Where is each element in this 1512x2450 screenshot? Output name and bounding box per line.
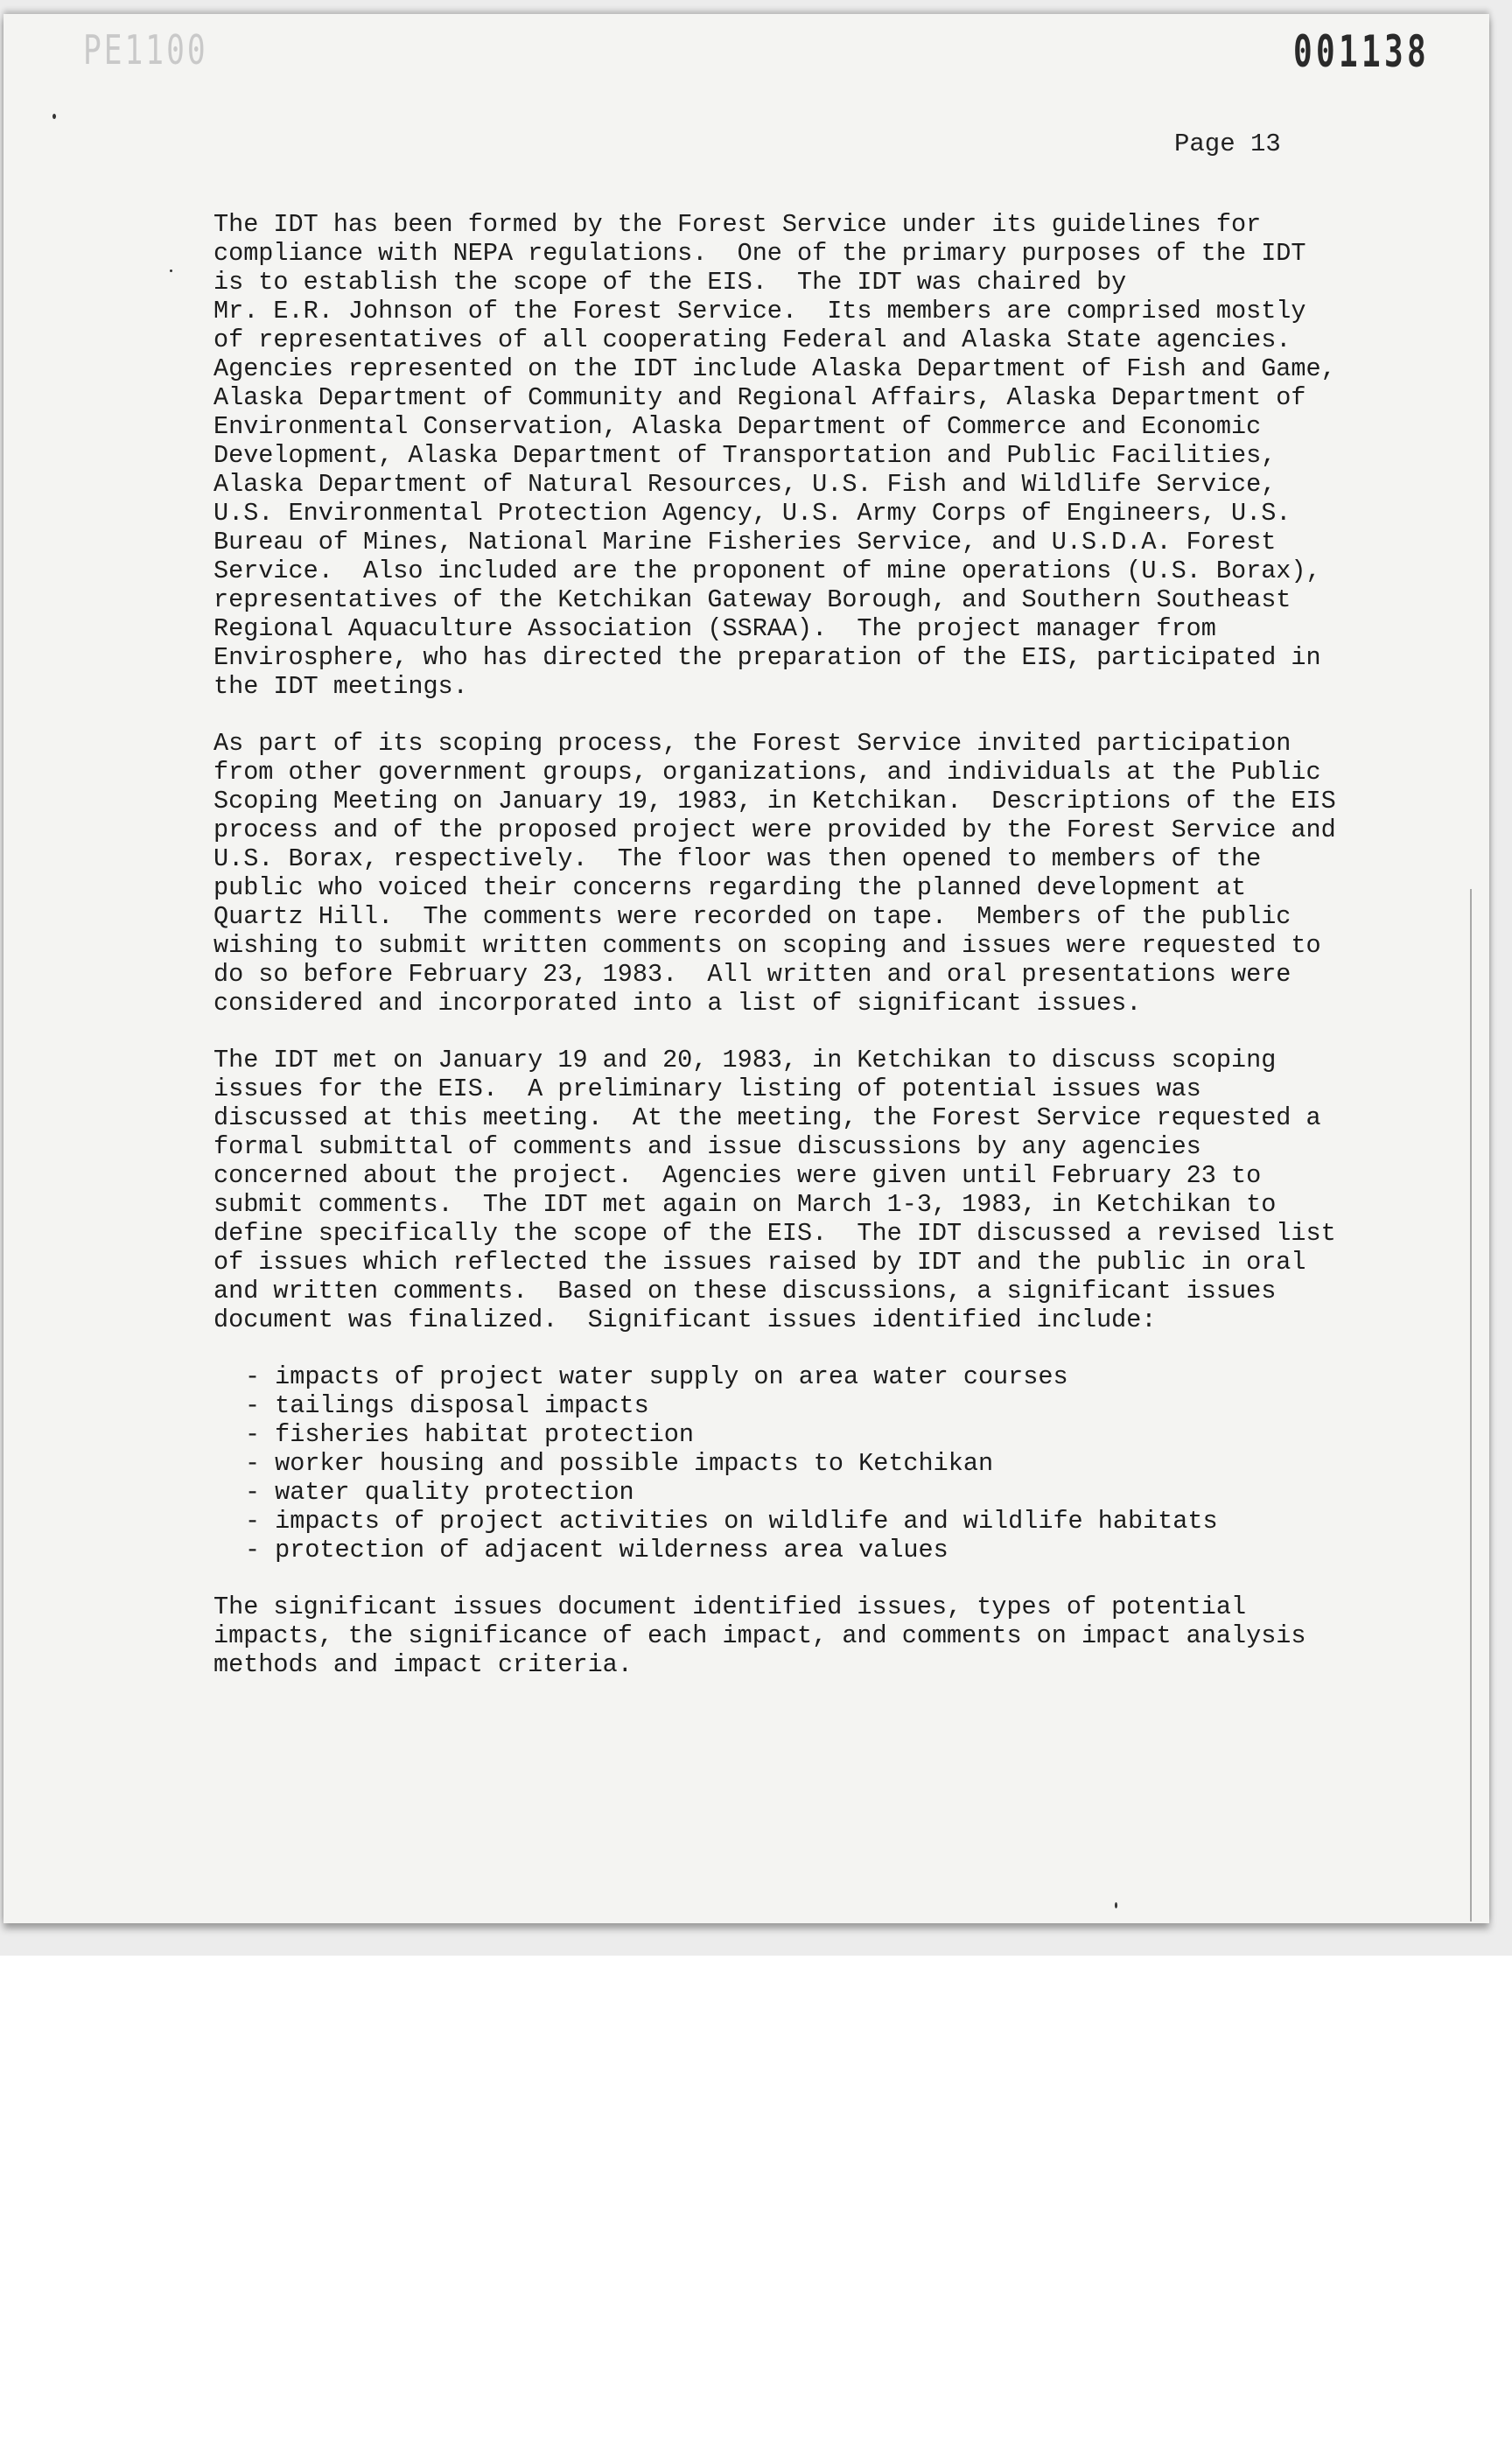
text-line: Envirosphere, who has directed the preparation of the EIS, participated in <box>214 643 1321 672</box>
paragraph-closing <box>214 1592 1438 1679</box>
text-line: issues for the EIS. A preliminary listing of potential issues was <box>214 1074 1201 1103</box>
text-line: define specifically the scope of the EIS. The IDT discussed a revised list <box>214 1219 1336 1248</box>
text-line: formal submittal of comments and issue discussions by any agencies <box>214 1132 1201 1161</box>
text-line: of issues which reflected the issues raised by IDT and the public in oral <box>214 1248 1306 1277</box>
text-line: discussed at this meeting. At the meeting, the Forest Service requested a <box>214 1103 1321 1132</box>
dash-bullet-icon: - <box>245 1420 261 1449</box>
text-line: document was finalized. Significant issues identified include: <box>214 1306 1157 1334</box>
text-line: Alaska Department of Natural Resources, U.S. Fish and Wildlife Service, <box>214 470 1277 499</box>
text-line: As part of its scoping process, the Forest Service invited participation <box>214 729 1292 758</box>
text-line: Mr. E.R. Johnson of the Forest Service. Its members are comprised mostly <box>214 297 1306 326</box>
text-line: considered and incorporated into a list of significant issues. <box>214 989 1142 1018</box>
dash-bullet-icon: - <box>245 1536 261 1564</box>
text-line: methods and impact criteria. <box>214 1650 633 1679</box>
text-line: impacts, the significance of each impact, and comments on impact analysis <box>214 1621 1306 1650</box>
issue-item <box>245 1449 1438 1478</box>
issue-text: protection of adjacent wilderness area values <box>275 1536 948 1564</box>
text-line: compliance with NEPA regulations. One of the primary purposes of the IDT <box>214 239 1306 268</box>
issue-text: impacts of project activities on wildlife and wildlife habitats <box>275 1507 1218 1536</box>
text-line: and written comments. Based on these discussions, a significant issues <box>214 1277 1277 1306</box>
issue-item <box>245 1391 1438 1420</box>
paragraph-idt-meetings <box>214 1046 1438 1334</box>
page-number: Page 13 <box>1174 130 1281 158</box>
dash-bullet-icon: - <box>245 1391 261 1420</box>
issue-item <box>245 1478 1438 1507</box>
scan-speck <box>52 114 56 119</box>
issue-item <box>245 1420 1438 1449</box>
bates-stamp-number: 001138 <box>1293 26 1430 77</box>
issue-text: fisheries habitat protection <box>275 1420 694 1449</box>
paragraph-scoping-process <box>214 729 1438 1018</box>
text-line: do so before February 23, 1983. All written and oral presentations were <box>214 960 1292 989</box>
issue-text: worker housing and possible impacts to Ketchikan <box>275 1449 994 1478</box>
text-line: The IDT has been formed by the Forest Service under its guidelines for <box>214 210 1262 239</box>
text-line: The IDT met on January 19 and 20, 1983, in Ketchikan to discuss scoping <box>214 1046 1277 1074</box>
text-line: Scoping Meeting on January 19, 1983, in Ketchikan. Descriptions of the EIS <box>214 787 1336 816</box>
text-line: from other government groups, organizations, and individuals at the Public <box>214 758 1321 787</box>
issue-text: tailings disposal impacts <box>275 1391 649 1420</box>
text-line: concerned about the project. Agencies were given until February 23 to <box>214 1161 1262 1190</box>
issue-item <box>245 1362 1438 1391</box>
text-line: the IDT meetings. <box>214 672 468 701</box>
dash-bullet-icon: - <box>245 1362 261 1391</box>
text-line: Development, Alaska Department of Transportation and Public Facilities, <box>214 441 1277 470</box>
dash-bullet-icon: - <box>245 1507 261 1536</box>
document-body <box>214 210 1438 1707</box>
paragraph-idt-formation <box>214 210 1438 701</box>
text-line: U.S. Environmental Protection Agency, U.S. Army Corps of Engineers, U.S. <box>214 499 1292 528</box>
text-line: wishing to submit written comments on scoping and issues were requested to <box>214 931 1321 960</box>
text-line: Bureau of Mines, National Marine Fisheries Service, and U.S.D.A. Forest <box>214 528 1277 556</box>
text-line: Quartz Hill. The comments were recorded on tape. Members of the public <box>214 902 1292 931</box>
faint-stamp-number: PE1100 <box>83 26 208 74</box>
text-line: public who voiced their concerns regarding the planned development at <box>214 873 1247 902</box>
scan-speck <box>1115 1902 1117 1908</box>
text-line: representatives of the Ketchikan Gateway Borough, and Southern Southeast <box>214 585 1292 614</box>
text-line: Alaska Department of Community and Regional Affairs, Alaska Department of <box>214 383 1306 412</box>
issue-item <box>245 1536 1438 1564</box>
issue-text: impacts of project water supply on area water courses <box>275 1362 1068 1391</box>
text-line: U.S. Borax, respectively. The floor was then opened to members of the <box>214 844 1262 873</box>
significant-issues-list <box>214 1362 1438 1564</box>
text-line: Agencies represented on the IDT include Alaska Department of Fish and Game, <box>214 354 1336 383</box>
text-line: is to establish the scope of the EIS. The IDT was chaired by <box>214 268 1127 297</box>
text-line: The significant issues document identified issues, types of potential <box>214 1592 1247 1621</box>
text-line: Environmental Conservation, Alaska Department of Commerce and Economic <box>214 412 1262 441</box>
issue-text: water quality protection <box>275 1478 634 1507</box>
dash-bullet-icon: - <box>245 1478 261 1507</box>
text-line: Regional Aquaculture Association (SSRAA). The project manager from <box>214 614 1216 643</box>
text-line: submit comments. The IDT met again on March 1-3, 1983, in Ketchikan to <box>214 1190 1277 1219</box>
scan-speck <box>170 270 172 272</box>
text-line: Service. Also included are the proponent of mine operations (U.S. Borax), <box>214 556 1321 585</box>
issue-item <box>245 1507 1438 1536</box>
text-line: of representatives of all cooperating Federal and Alaska State agencies. <box>214 326 1292 354</box>
page-edge-line <box>1470 889 1472 1922</box>
dash-bullet-icon: - <box>245 1449 261 1478</box>
text-line: process and of the proposed project were provided by the Forest Service and <box>214 816 1336 844</box>
